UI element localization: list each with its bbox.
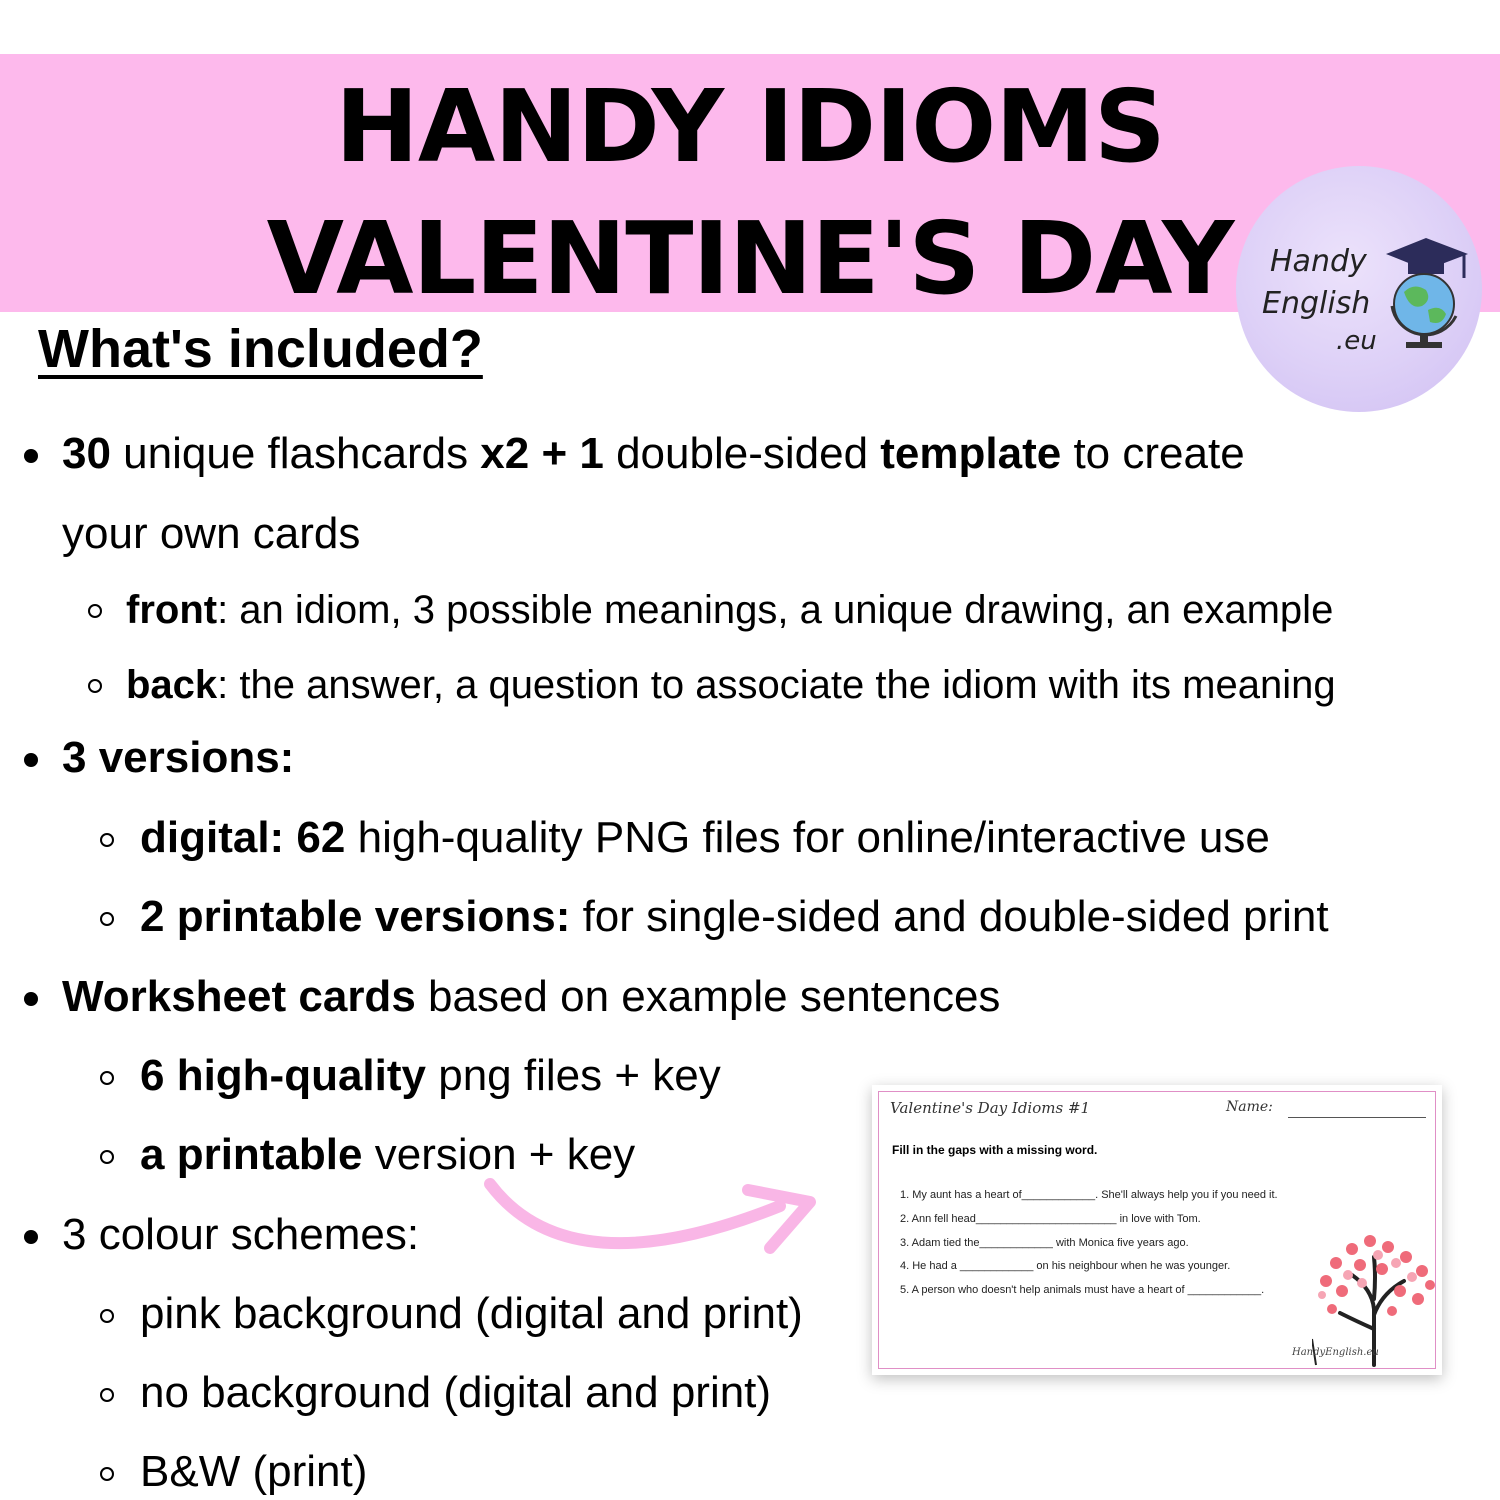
handy-english-logo — [1236, 166, 1482, 412]
logo-text-eu: .eu — [1336, 326, 1377, 356]
text: unique flashcards — [110, 429, 481, 478]
sub-bullet-icon — [100, 1309, 114, 1323]
worksheet-name-label: Name: — [1226, 1099, 1273, 1115]
text-bold: x2 + 1 — [480, 429, 604, 478]
page-title-line-2: VALENTINE'S DAY — [266, 200, 1234, 317]
text-bold: Worksheet cards — [62, 972, 416, 1021]
worksheet-signature: HandyEnglish.eu — [1292, 1347, 1379, 1358]
sub-item-printable — [140, 891, 1329, 943]
sub-item-digital — [140, 812, 1270, 864]
text-bold: 30 — [62, 429, 111, 478]
worksheet-sentence: 4. He had a ____________ on his neighbour when he was younger. — [900, 1260, 1231, 1272]
sub-item-pink: pink background (digital and print) — [140, 1289, 803, 1338]
text-bold: digital: 62 — [140, 813, 346, 862]
worksheet-name-line — [1288, 1117, 1426, 1118]
sub-item-front — [126, 584, 1333, 636]
logo-text-handy: Handy — [1270, 244, 1367, 279]
list-item-versions — [62, 732, 294, 784]
section-heading: What's included? — [38, 319, 483, 379]
sub-item-png — [140, 1050, 721, 1102]
worksheet-sentence: 3. Adam tied the____________ with Monica five years ago. — [900, 1237, 1189, 1249]
text-bold: a printable — [140, 1130, 363, 1179]
text: version + key — [362, 1130, 636, 1179]
bullet-icon — [24, 753, 38, 767]
text: : the answer, a question to associate the idiom with its meaning — [217, 663, 1336, 707]
sub-bullet-icon — [100, 912, 114, 926]
text-bold: template — [880, 429, 1062, 478]
sub-bullet-icon — [100, 1388, 114, 1402]
bullet-icon — [24, 992, 38, 1006]
text: for single-sided and double-sided print — [570, 892, 1329, 941]
worksheet-sentence: 5. A person who doesn't help animals must have a heart of ____________. — [900, 1284, 1265, 1296]
list-item-colour-schemes: 3 colour schemes: — [62, 1210, 420, 1259]
worksheet-sentence: 1. My aunt has a heart of____________. She'll always help you if you need it. — [900, 1189, 1278, 1201]
text: high-quality PNG files for online/interactive use — [345, 813, 1270, 862]
list-item-continuation: your own cards — [62, 509, 361, 558]
bullet-icon — [24, 449, 38, 463]
arrow-icon — [480, 1170, 840, 1280]
sub-bullet-icon — [100, 1467, 114, 1481]
text-bold: 3 versions: — [62, 733, 295, 782]
sub-item-back — [126, 659, 1336, 711]
bullet-icon — [24, 1230, 38, 1244]
text-bold: front — [126, 588, 218, 632]
text-bold: 6 high-quality — [140, 1051, 426, 1100]
sub-item-no-background: no background (digital and print) — [140, 1368, 772, 1417]
sub-bullet-icon — [88, 679, 102, 693]
worksheet-preview — [872, 1085, 1442, 1375]
list-item-flashcards — [62, 428, 1245, 480]
sub-bullet-icon — [88, 604, 102, 618]
worksheet-sentence: 2. Ann fell head_______________________ in love with Tom. — [900, 1213, 1201, 1225]
text-bold: back — [126, 663, 218, 707]
text: : an idiom, 3 possible meanings, a unique drawing, an example — [217, 588, 1334, 632]
text: png files + key — [426, 1051, 721, 1100]
sub-item-bw: B&W (print) — [140, 1447, 368, 1496]
sub-bullet-icon — [100, 1071, 114, 1085]
sub-bullet-icon — [100, 833, 114, 847]
text: based on example sentences — [415, 972, 1001, 1021]
list-item-worksheet — [62, 971, 1000, 1023]
page-title-line-1: HANDY IDIOMS — [335, 68, 1165, 185]
worksheet-instruction: Fill in the gaps with a missing word. — [892, 1143, 1098, 1157]
text: to create — [1061, 429, 1245, 478]
text-bold: 2 printable versions: — [140, 892, 571, 941]
text: double-sided — [603, 429, 881, 478]
worksheet-title: Valentine's Day Idioms #1 — [890, 1099, 1091, 1117]
logo-text-english: English — [1262, 286, 1371, 321]
sub-bullet-icon — [100, 1150, 114, 1164]
globe-graduation-cap-icon — [1376, 234, 1476, 354]
